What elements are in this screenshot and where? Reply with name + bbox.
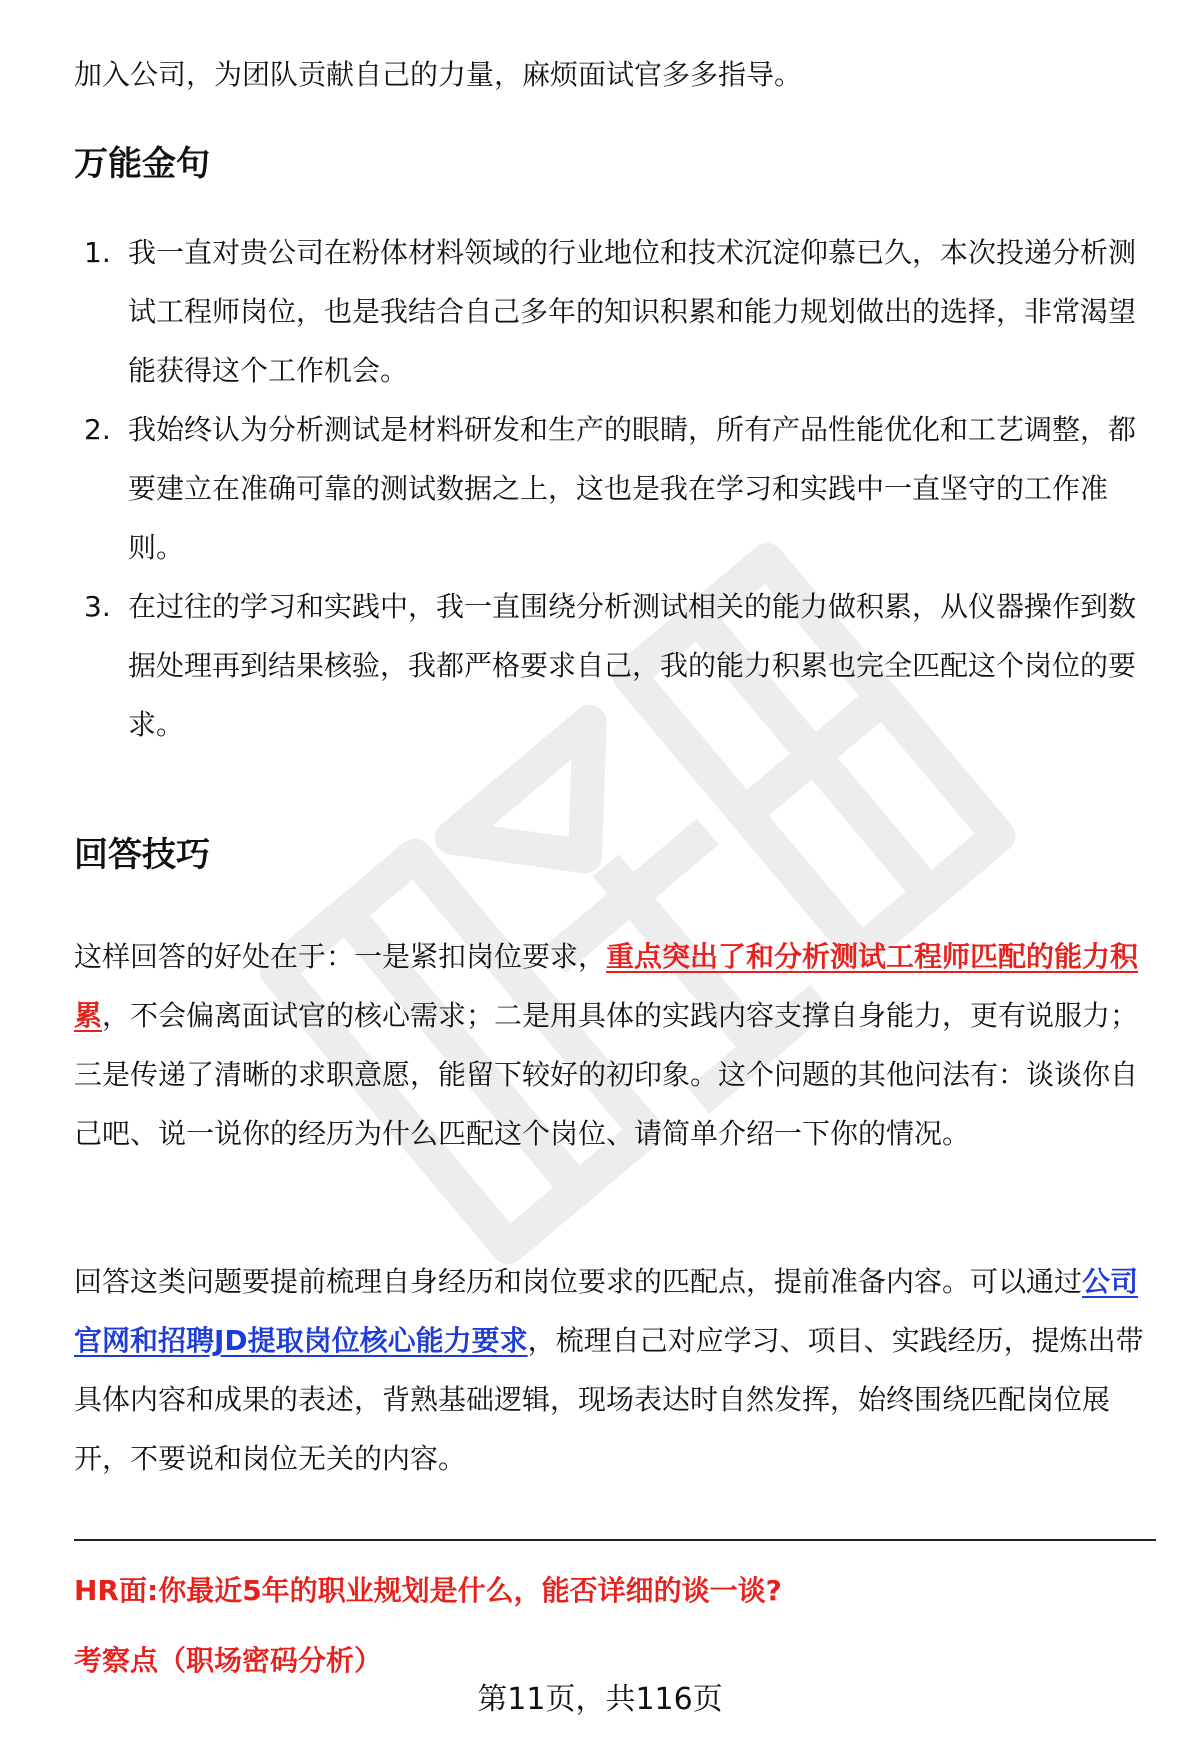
golden-sentences-list	[74, 223, 1144, 754]
list-item-text: 我始终认为分析测试是材料研发和生产的眼睛，所有产品性能优化和工艺调整，都要建立在准确可靠的测试数据之上，这也是我在学习和实践中一直坚守的工作准则。	[128, 413, 1137, 564]
list-item	[74, 223, 1144, 400]
page-number-footer: 第11页，共116页	[477, 1682, 723, 1717]
list-item-text: 我一直对贵公司在粉体材料领域的行业地位和技术沉淀仰慕已久，本次投递分析测试工程师岗位，也是我结合自己多年的知识积累和能力规划做出的选择，非常渴望能获得这个工作机会。	[128, 236, 1137, 387]
list-item-text: 在过往的学习和实践中，我一直围绕分析测试相关的能力做积累，从仪器操作到数据处理再到结果核验，我都严格要求自己，我的能力积累也完全匹配这个岗位的要求。	[128, 590, 1137, 741]
tips-p2-before: 回答这类问题要提前梳理自身经历和岗位要求的匹配点，提前准备内容。可以通过	[74, 1265, 1083, 1298]
golden-sentences-heading: 万能金句	[74, 144, 210, 184]
list-item-number: 3.	[84, 590, 111, 623]
next-question-subheading: 考察点（职场密码分析）	[74, 1644, 383, 1677]
tips-paragraph-2	[74, 1252, 1144, 1488]
answer-tips-heading: 回答技巧	[74, 835, 210, 875]
tips-p1-after: ，不会偏离面试官的核心需求；二是用具体的实践内容支撑自身能力，更有说服力；三是传递了清晰的求职意愿，能留下较好的初印象。这个问题的其他问法有：谈谈你自己吧、说一说你的经历为什么匹配这个岗位、请简单介绍一下你的情况。	[74, 999, 1139, 1150]
tips-p1-highlight: 重点突出了和分析测试工程师匹配的能力积累	[74, 940, 1139, 1032]
list-item-number: 1.	[84, 236, 111, 269]
list-item	[74, 577, 1144, 754]
tips-p2-after: ，梳理自己对应学习、项目、实践经历，提炼出带具体内容和成果的表述，背熟基础逻辑，现场表达时自然发挥，始终围绕匹配岗位展开，不要说和岗位无关的内容。	[74, 1324, 1144, 1475]
section-divider	[74, 1539, 1156, 1541]
intro-line: 加入公司，为团队贡献自己的力量，麻烦面试官多多指导。	[74, 58, 803, 91]
tips-p2-highlight-link: 公司官网和招聘JD提取岗位核心能力要求	[74, 1265, 1139, 1357]
next-question-title: HR面:你最近5年的职业规划是什么，能否详细的谈一谈?	[74, 1574, 782, 1607]
tips-p1-before: 这样回答的好处在于：一是紧扣岗位要求，	[74, 940, 607, 973]
list-item-number: 2.	[84, 413, 111, 446]
list-item	[74, 400, 1144, 577]
tips-paragraph-1	[74, 927, 1144, 1163]
